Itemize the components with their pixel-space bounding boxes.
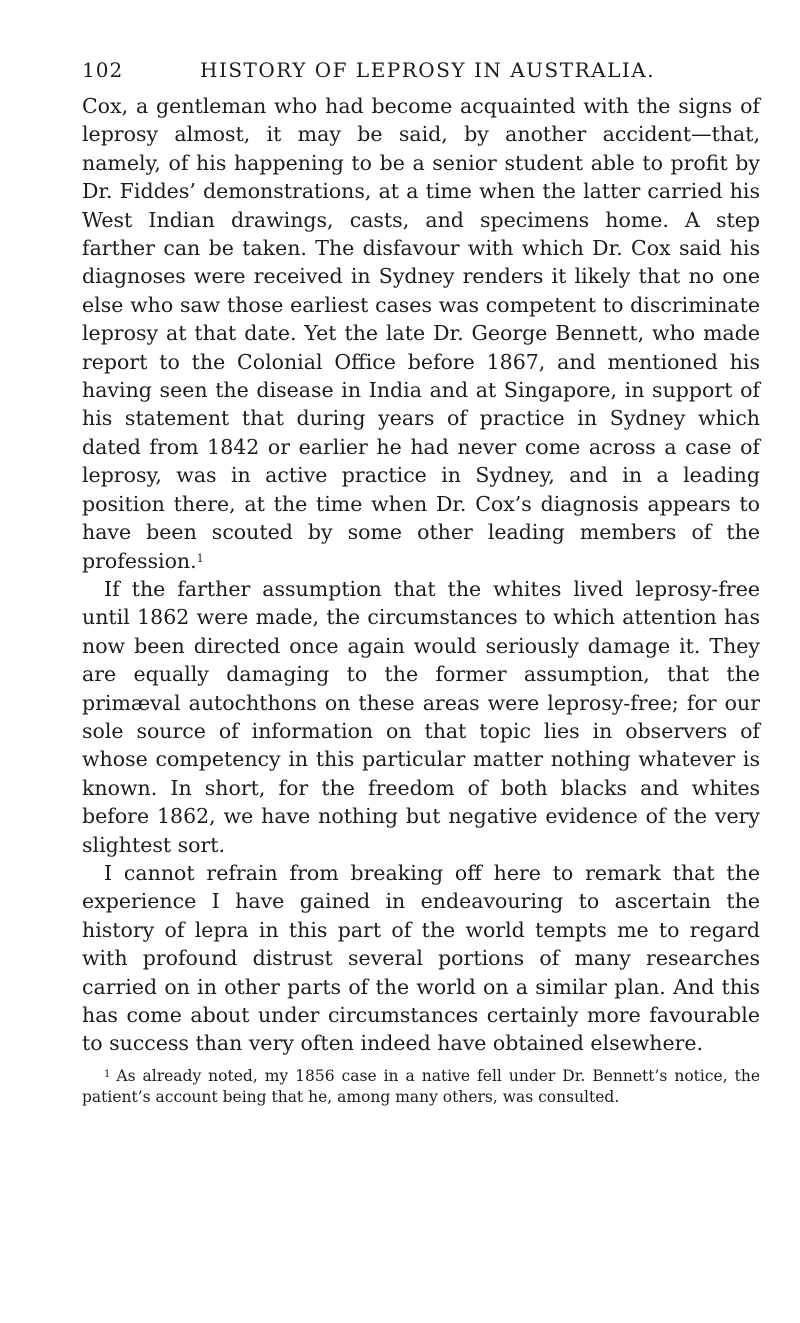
body-text (82, 92, 760, 1058)
page-number: 102 (82, 58, 124, 82)
footnote-marker: 1 (104, 1068, 111, 1080)
footnote-reference: 1 (196, 551, 204, 565)
paragraph-3: I cannot refrain from breaking off here to remark that the experience I have gained in endeavouring to ascertain the history of lepra in this part of the world tempts me to regard with profound distrust several portions of many researches carried on in other parts of the world on a similar plan. And this has come about under circumstances certainly more favourable to success than very often indeed have obtained elsewhere. (82, 860, 760, 1056)
footnote (82, 1066, 760, 1109)
page-header (82, 58, 760, 92)
footnote-text: As already noted, my 1856 case in a native fell under Dr. Bennett’s notice, the patient’s account being that he, among many others, was consulted. (82, 1066, 760, 1107)
running-head: HISTORY OF LEPROSY IN AUSTRALIA. (200, 58, 656, 82)
book-page (82, 58, 760, 1109)
paragraph-1 (82, 92, 760, 575)
paragraph-1-text: Cox, a gentleman who had become acquainted with the signs of leprosy almost, it may be said, by another accident—that, namely, of his happening to be a senior student able to profit by Dr. Fiddes’ demonstrations, at a time when the latter carried his West Indian drawings, casts, and specimens home. A step farther can be taken. The disfavour with which Dr. Cox said his diagnoses were received in Sydney renders it likely that no one else who saw those earliest cases was competent to discriminate leprosy at that date. Yet the late Dr. George Bennett, who made report to the Colonial Office before 1867, and mentioned his having seen the disease in India and at Singapore, in support of his statement that during years of practice in Sydney which dated from 1842 or earlier he had never come across a case of leprosy, was in active practice in Sydney, and in a leading position there, at the time when Dr. Cox’s diagnosis appears to have been scouted by some other leading members of the profession. (82, 94, 760, 573)
paragraph-2: If the farther assumption that the whites lived leprosy-free until 1862 were made, the circumstances to which attention has now been directed once again would seriously damage it. They are equally damaging to the former assumption, that the primæval autochthons on these areas were leprosy-free; for our sole source of information on that topic lies in observers of whose competency in this particular matter nothing whatever is known. In short, for the freedom of both blacks and whites before 1862, we have nothing but negative evidence of the very slightest sort. (82, 576, 760, 857)
